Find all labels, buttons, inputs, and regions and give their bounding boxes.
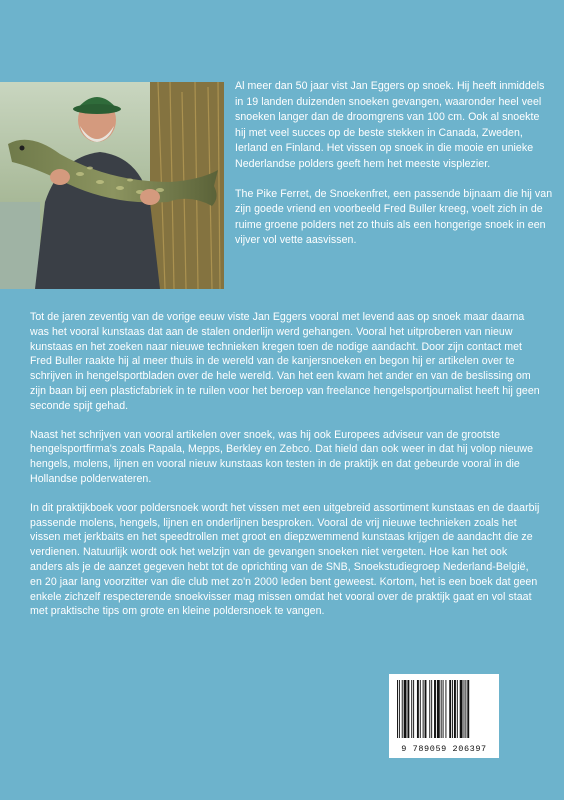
isbn-barcode [389,674,499,758]
body-paragraph: In dit praktijkboek voor poldersnoek wordt het vissen met een uitgebreid assortiment kunstaas en de daarbij passende molens, hengels, lijnen en onderlijnen besproken. Vooral de vrij nieuwe technieken zoals het vissen met jerkbaits en het speedtrollen met groot en diepzwemmend kunstaas krijgen de aandacht die ze verdienen. Natuurlijk wordt ook het welzijn van de gevangen snoeken niet vergeten. Hoe kan het ook anders als je de aanzet gegeven hebt tot de oprichting van de SNB, Snoekstudiegroep Nederland-België, en 20 jaar lang voorzitter van die club met zo'n 2000 leden bent geweest. Kortom, het is een boek dat geen enkele zichzelf respecterende snoekvisser mag missen omdat het vooral over de praktijk gaat en vol staat met praktische tips om grote en kleine poldersnoek te vangen. [30,501,540,618]
intro-paragraph: The Pike Ferret, de Snoekenfret, een passende bijnaam die hij van zijn goede vriend en voorbeeld Fred Buller kreeg, voelt zich in de ruime groene polders net zo thuis als een hongerige snoek in een vijver vol vette aasvissen. [235,187,553,247]
body-paragraph: Tot de jaren zeventig van de vorige eeuw viste Jan Eggers vooral met levend aas op snoek maar daarna was het vooral kunstaas dat aan de stalen onderlijn werd gehangen. Vooral het uitproberen van nieuw kunstaas en het zoeken naar nieuwe technieken kregen toen de nodige aandacht. Door zijn contact met Fred Buller raakte hij al meer thuis in de wereld van de kanjersnoeken en begon hij er artikelen over te schrijven in hengelsportbladen over de hele wereld. Van het een kwam het ander en van de beslissing om zijn baan bij een plasticfabriek in te ruilen voor het beroep van freelance hengelsportjournalist heeft hij geen seconde spijt gehad. [30,311,540,412]
body-text [30,310,540,633]
intro-paragraph: Al meer dan 50 jaar vist Jan Eggers op snoek. Hij heeft inmiddels in 19 landen duizenden snoeken gevangen, waaronder heel veel snoeken langer dan de droomgrens van 100 cm. Ook al snoekte hij met veel succes op de beste stekken in Canada, Zweden, Ierland en Finland. Het vissen op snoek in die mooie en unieke Nederlandse polders geeft hem het meeste visplezier. [235,80,545,170]
isbn-number: 9 789059 206397 [401,744,487,754]
body-paragraph: Naast het schrijven van vooral artikelen over snoek, was hij ook Europees adviseur van de grootste hengelsportfirma's zoals Rapala, Mepps, Berkley en Zebco. Dat hield dan ook weer in dat hij volop nieuwe hengels, molens, lijnen en vooral nieuw kunstaas kon testen in de praktijk en dat gebeurde vooral in die Hollandse polderwateren. [30,428,534,485]
intro-text [235,79,553,257]
cover-photo-angler-with-pike [0,82,224,289]
barcode-bars [395,680,493,738]
